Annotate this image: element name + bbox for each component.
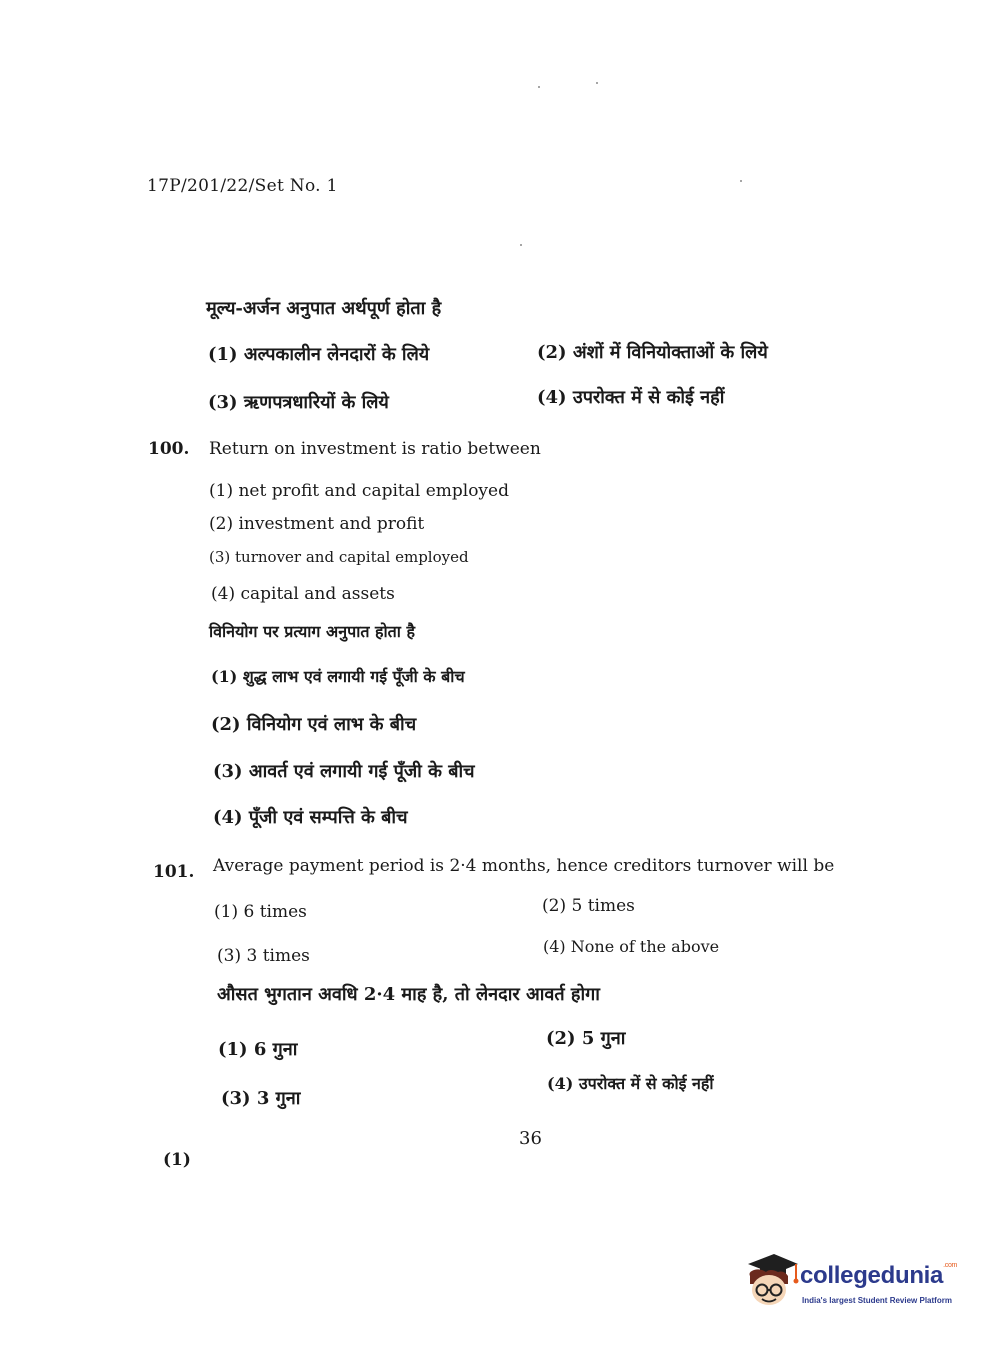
q101-hindi-option-4: (4) उपरोक्त में से कोई नहीं [547, 1074, 714, 1093]
q99-hindi-option-2: (2) अंशों में विनियोक्ताओं के लिये [537, 342, 768, 363]
q100-hindi-option-3: (3) आवर्त एवं लगायी गई पूँजी के बीच [213, 761, 475, 782]
q100-option-1: (1) net profit and capital employed [209, 481, 509, 501]
q100-option-3: (3) turnover and capital employed [209, 548, 469, 566]
paper-code: 17P/201/22/Set No. 1 [147, 176, 338, 196]
q101-option-4: (4) None of the above [543, 937, 720, 956]
watermark-brand-text: collegedunia [800, 1262, 944, 1289]
q101-hindi-stem: औसत भुगतान अवधि 2·4 माह है, तो लेनदार आवर्त होगा [217, 984, 600, 1005]
q100-hindi-stem: विनियोग पर प्रत्याग अनुपात होता है [209, 622, 416, 641]
q101-number: 101. [153, 862, 195, 882]
q101-stem: Average payment period is 2·4 months, hence creditors turnover will be [213, 856, 835, 876]
q101-option-2: (2) 5 times [542, 896, 635, 916]
scan-speck [538, 86, 540, 88]
watermark-brand [800, 1262, 957, 1290]
q101-hindi-option-1: (1) 6 गुना [218, 1039, 298, 1060]
q99-hindi-option-3: (3) ऋणपत्रधारियों के लिये [208, 392, 389, 413]
scan-speck [520, 244, 522, 246]
q101-option-1: (1) 6 times [214, 902, 307, 922]
mascot-logo-icon [740, 1250, 800, 1310]
collegedunia-watermark [740, 1250, 970, 1320]
q100-hindi-option-4: (4) पूँजी एवं सम्पत्ति के बीच [213, 807, 408, 828]
q99-hindi-stem: मूल्य-अर्जन अनुपात अर्थपूर्ण होता है [206, 298, 442, 319]
scan-speck [740, 180, 742, 182]
q100-option-2: (2) investment and profit [209, 514, 425, 534]
q100-hindi-option-1: (1) शुद्ध लाभ एवं लगायी गई पूँजी के बीच [211, 667, 465, 686]
footer-mark: (1) [163, 1150, 191, 1170]
q100-hindi-option-2: (2) विनियोग एवं लाभ के बीच [211, 714, 417, 735]
q100-stem: Return on investment is ratio between [209, 439, 541, 459]
q99-hindi-option-1: (1) अल्पकालीन लेनदारों के लिये [208, 344, 430, 365]
q101-option-3: (3) 3 times [217, 946, 310, 966]
scan-speck [596, 82, 598, 84]
q100-number: 100. [148, 439, 190, 459]
q99-hindi-option-4: (4) उपरोक्त में से कोई नहीं [537, 387, 725, 408]
watermark-dotcom: .com [943, 1262, 958, 1269]
q100-option-4: (4) capital and assets [211, 584, 395, 604]
page-number: 36 [519, 1128, 542, 1149]
q101-hindi-option-3: (3) 3 गुना [221, 1088, 301, 1109]
q101-hindi-option-2: (2) 5 गुना [546, 1028, 626, 1049]
watermark-tagline: India's largest Student Review Platform [802, 1296, 952, 1305]
